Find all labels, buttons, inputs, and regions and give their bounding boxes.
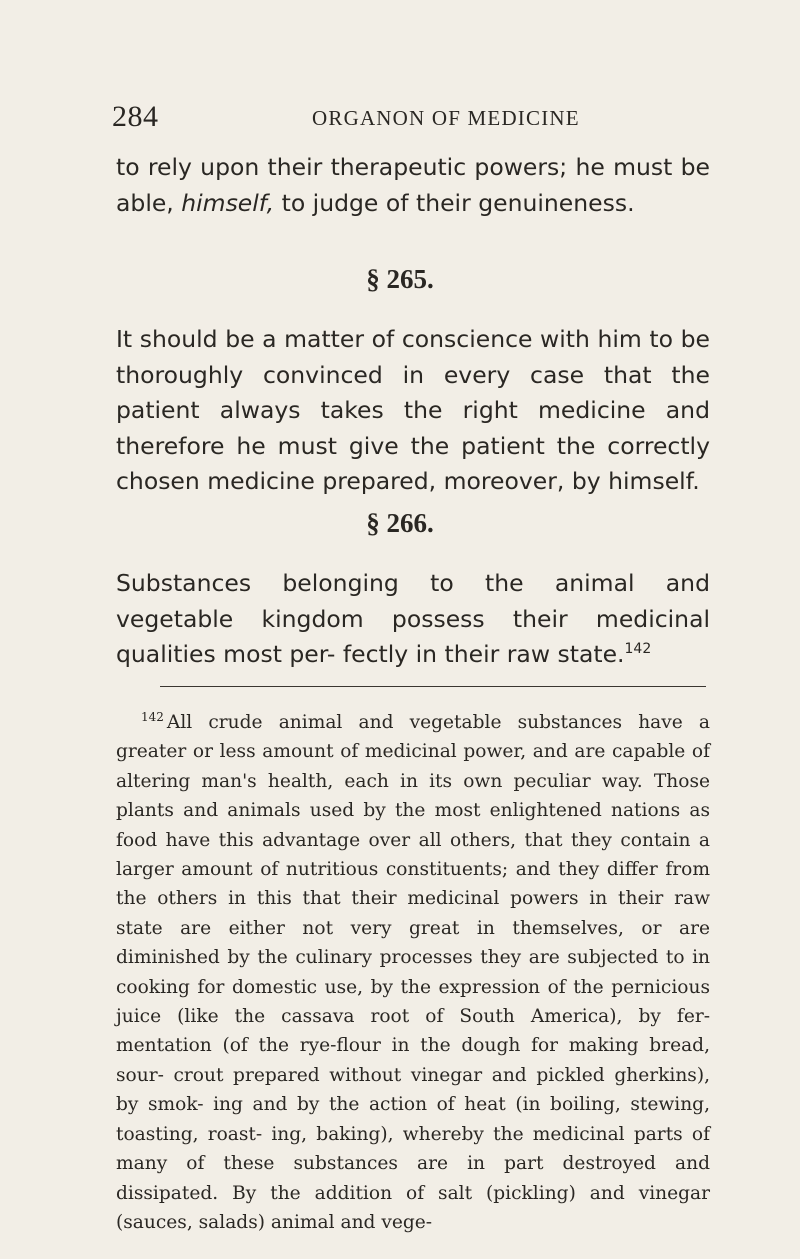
footnote-reference: 142 <box>624 641 652 658</box>
running-title: ORGANON OF MEDICINE <box>312 106 580 130</box>
intro-emphasis: himself, <box>181 188 275 217</box>
section-heading-266: § 266. <box>366 508 434 538</box>
footnote-marker: 142 <box>141 709 164 724</box>
section-heading-265: § 265. <box>366 264 434 294</box>
section-266-text: Substances belonging to the animal and vegetable kingdom possess their medicinal qualities most per- fectly in their raw state. <box>116 569 710 668</box>
section-266-paragraph <box>116 566 710 673</box>
section-265-paragraph: It should be a matter of conscience with him to be thoroughly convinced in every case that the patient always takes the right medicine and therefore he must give the patient the correctly chosen medicine prepared, moreover, by himself. <box>116 325 710 495</box>
intro-text-part1: to rely upon their therapeutic powers; he must be able, <box>116 153 710 217</box>
intro-text-part2: to judge of their genuineness. <box>274 188 635 217</box>
intro-paragraph <box>116 150 710 221</box>
footnote-text: All crude animal and vegetable substances have a greater or less amount of medicinal power, and are capable of altering man's health, each in its own peculiar way. Those plants and animals used by the most enlightened nations as food have this advantage over all others, that they contain a larger amount of nutritious constituents; and they differ from the others in this that their medicinal powers in their raw state are either not very great in themselves, or are diminished by the culinary processes they are subjected to in cooking for domestic use, by the expression of the pernicious juice (like the cassava root of South America), by fer- mentation (of the rye-flour in the dough for making bread, sour- crout prepared without vinegar and pickled gherkins), by smok- ing and by the action of heat (in boiling, stewing, toasting, roast- ing, baking), whereby the medicinal parts of many of these substances are in part destroyed and dissipated. By the addition of salt (pickling) and vinegar (sauces, salads) animal and vege- <box>116 712 710 1233</box>
page-number: 284 <box>112 100 159 133</box>
footnote-142 <box>116 708 710 1237</box>
footnote-divider <box>160 686 706 687</box>
page-header <box>112 100 702 140</box>
